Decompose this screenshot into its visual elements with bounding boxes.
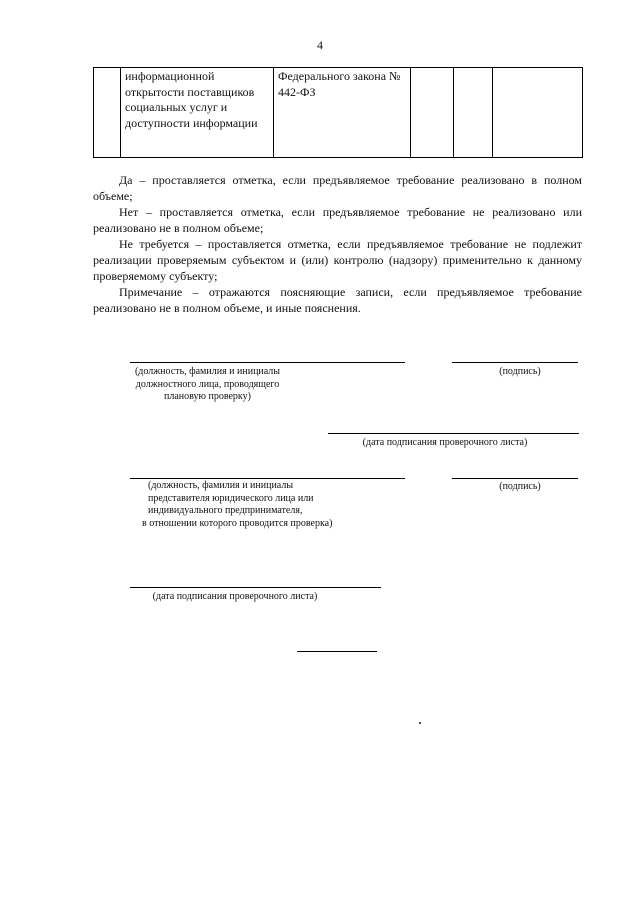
date-line <box>130 587 381 588</box>
date-line <box>328 433 579 434</box>
table-cell-note <box>493 68 583 158</box>
signature-line <box>452 362 578 363</box>
note-remark: Примечание – отражаются поясняющие записи, если предъявляемое требование реализовано не в полном объеме, и иные пояснения. <box>93 285 582 315</box>
date-caption: (дата подписания проверочного листа) <box>152 591 318 602</box>
official-caption: (должность, фамилия и инициалы должностного лица, проводящего плановую проверку) <box>134 366 281 402</box>
signature-caption: (подпись) <box>499 481 541 492</box>
note-not-required: Не требуется – проставляется отметка, если предъявляемое требование не подлежит реализации проверяемым субъектом и (или) контролю (надзору) применительно к данному проверяемому субъекту; <box>93 237 582 283</box>
signature-line <box>452 478 578 479</box>
speck <box>419 722 421 724</box>
table-row <box>94 68 583 158</box>
table-cell-number <box>94 68 121 158</box>
table-cell-no <box>454 68 493 158</box>
closing-rule <box>297 651 377 652</box>
representative-caption: (должность, фамилия и инициалы представителя юридического лица или индивидуального предпринимателя, в отношении которого проводится проверка) <box>142 480 333 529</box>
official-name-line <box>130 362 405 363</box>
table-cell-requirement: информационной открытости поставщиков социальных услуг и доступности информации <box>121 68 274 158</box>
representative-name-line <box>130 478 405 479</box>
note-yes: Да – проставляется отметка, если предъявляемое требование реализовано в полном объеме; <box>93 173 582 203</box>
note-no: Нет – проставляется отметка, если предъявляемое требование не реализовано или реализовано не в полном объеме; <box>93 205 582 235</box>
page-number: 4 <box>317 38 323 52</box>
table-cell-law-reference: Федерального закона № 442-ФЗ <box>274 68 411 158</box>
table-cell-yes <box>411 68 454 158</box>
date-caption: (дата подписания проверочного листа) <box>362 437 528 448</box>
checklist-table <box>93 67 583 158</box>
signature-caption: (подпись) <box>499 366 541 377</box>
